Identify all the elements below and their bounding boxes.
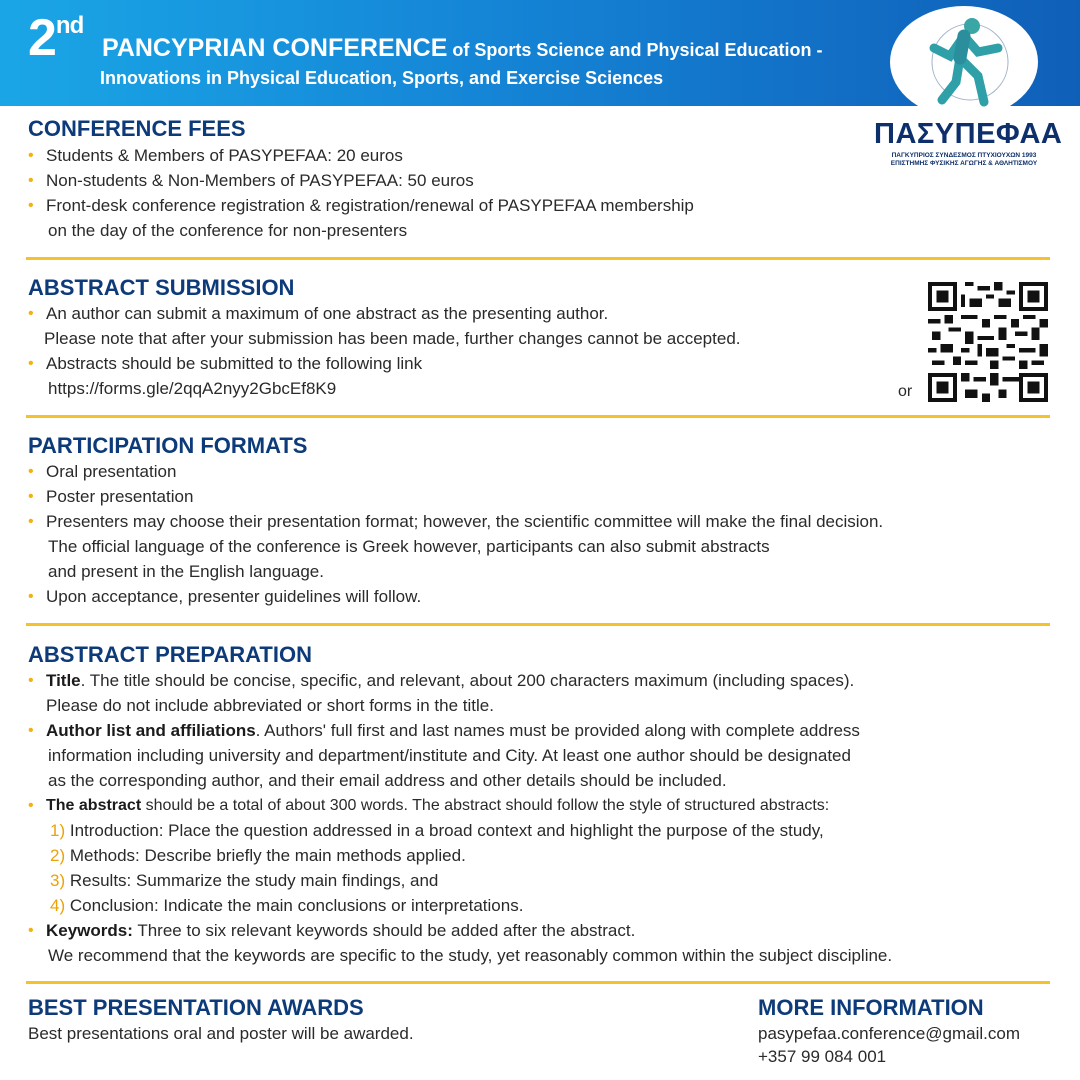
bullet-icon: • xyxy=(28,488,34,505)
formats-item-3: Presenters may choose their presentation format; however, the scientific committee will make the final decision. xyxy=(46,512,884,531)
bullet-icon: • xyxy=(28,463,34,480)
info-phone[interactable]: +357 99 084 001 xyxy=(758,1047,887,1066)
or-label: or xyxy=(898,383,913,400)
bullet-icon: • xyxy=(28,797,34,814)
logo-subtitle: ΠΑΓΚΥΠΡΙΟΣ ΣΥΝΔΕΣΜΟΣ ΠΤΥΧΙΟΥΧΩΝ 1993 ΕΠΙΣΤΗΜΗΣ ΦΥΣΙΚΗΣ ΑΓΩΓΗΣ & ΑΘΛΗΤΙΣΜΟΥ xyxy=(890,152,1038,167)
conference-title: PANCYPRIAN CONFERENCE of Sports Science and Physical Education - xyxy=(102,34,823,62)
prep-step-4: 4) Conclusion: Indicate the main conclusions or interpretations. xyxy=(50,896,524,915)
formats-item-1: Oral presentation xyxy=(46,462,177,481)
formats-item-4: Upon acceptance, presenter guidelines will follow. xyxy=(46,587,422,606)
conference-ordinal: 2nd xyxy=(28,9,84,67)
section-divider xyxy=(26,415,1050,418)
bullet-icon: • xyxy=(28,672,34,689)
section-divider xyxy=(26,981,1050,984)
prep-authors-item: Author list and affiliations. Authors' full first and last names must be provided along with complete address xyxy=(46,721,860,740)
info-email[interactable]: pasypefaa.conference@gmail.com xyxy=(758,1024,1021,1043)
logo-wordmark: ΠΑΣΥΠΕΦΑΑ xyxy=(874,118,1063,150)
bullet-icon: • xyxy=(28,588,34,605)
fees-item-1: Students & Members of PASYPEFAA: 20 euros xyxy=(46,146,403,165)
preparation-heading: ABSTRACT PREPARATION xyxy=(28,642,312,667)
fees-heading: CONFERENCE FEES xyxy=(28,116,246,141)
fees-item-3-cont: on the day of the conference for non-presenters xyxy=(48,221,408,240)
prep-title-cont: Please do not include abbreviated or short forms in the title. xyxy=(46,696,494,715)
prep-step-2: 2) Methods: Describe briefly the main methods applied. xyxy=(50,846,466,865)
conference-subtitle: Innovations in Physical Education, Sports, and Exercise Sciences xyxy=(100,68,664,88)
fees-item-2: Non-students & Non-Members of PASYPEFAA: 50 euros xyxy=(46,171,474,190)
prep-step-1: 1) Introduction: Place the question addressed in a broad context and highlight the purpose of the study, xyxy=(50,821,824,840)
bullet-icon: • xyxy=(28,922,34,939)
submission-item-1: An author can submit a maximum of one abstract as the presenting author. xyxy=(46,304,609,323)
fees-item-3: Front-desk conference registration & registration/renewal of PASYPEFAA membership xyxy=(46,196,694,215)
submission-item-1-cont: Please note that after your submission has been made, further changes cannot be accepted. xyxy=(44,329,741,348)
qr-code-icon[interactable] xyxy=(928,282,1048,402)
prep-title-item: Title. The title should be concise, specific, and relevant, about 200 characters maximum (including spaces). xyxy=(46,671,855,690)
prep-keywords-item: Keywords: Three to six relevant keywords should be added after the abstract. xyxy=(46,921,636,940)
bullet-icon: • xyxy=(28,355,34,372)
submission-heading: ABSTRACT SUBMISSION xyxy=(28,275,295,300)
bullet-icon: • xyxy=(28,147,34,164)
bullet-icon: • xyxy=(28,513,34,530)
bullet-icon: • xyxy=(28,172,34,189)
prep-keywords-cont: We recommend that the keywords are specific to the study, yet reasonably common within the subject discipline. xyxy=(48,946,893,965)
submission-item-2: Abstracts should be submitted to the following link xyxy=(46,354,423,373)
section-divider xyxy=(26,623,1050,626)
prep-authors-cont: as the corresponding author, and their email address and other details should be included. xyxy=(48,771,727,790)
formats-item-2: Poster presentation xyxy=(46,487,194,506)
prep-step-3: 3) Results: Summarize the study main findings, and xyxy=(50,871,439,890)
runner-icon xyxy=(912,12,1016,112)
bullet-icon: • xyxy=(28,305,34,322)
section-divider xyxy=(26,257,1050,260)
formats-heading: PARTICIPATION FORMATS xyxy=(28,433,308,458)
info-heading: MORE INFORMATION xyxy=(758,995,984,1020)
awards-heading: BEST PRESENTATION AWARDS xyxy=(28,995,364,1020)
bullet-icon: • xyxy=(28,197,34,214)
prep-abstract-item: The abstract should be a total of about 300 words. The abstract should follow the style of structured abstracts: xyxy=(46,797,830,814)
prep-authors-cont: information including university and department/institute and City. At least one author should be designated xyxy=(48,746,851,765)
logo-emblem xyxy=(890,6,1038,118)
submission-link[interactable]: https://forms.gle/2qqA2nyy2GbcEf8K9 xyxy=(48,379,337,398)
bullet-icon: • xyxy=(28,722,34,739)
awards-text: Best presentations oral and poster will be awarded. xyxy=(28,1024,414,1043)
formats-item-3-cont: and present in the English language. xyxy=(48,562,324,581)
formats-item-3-cont: The official language of the conference is Greek however, participants can also submit abstracts xyxy=(48,537,770,556)
